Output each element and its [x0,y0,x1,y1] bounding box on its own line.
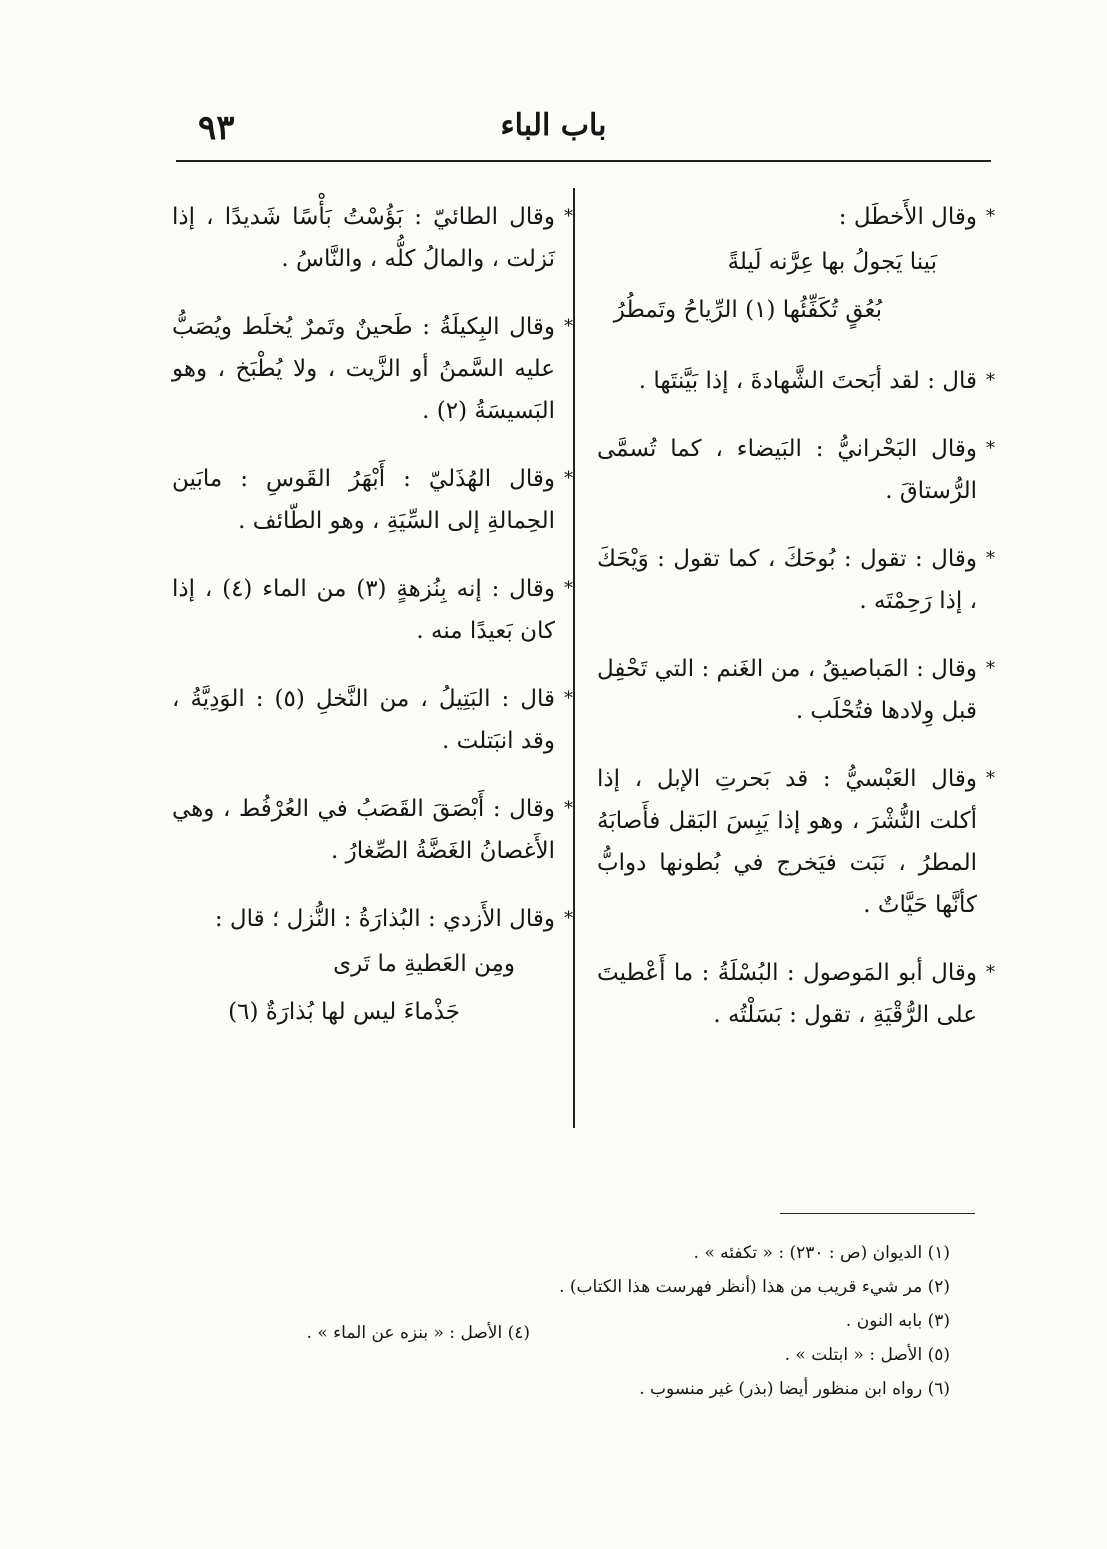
entry [172,788,573,872]
footnote-5: (٥) الأصل : « ابتلت » . [784,1345,950,1365]
entry-marker: * [564,468,573,489]
entry [172,196,573,280]
verse-hemistich-1: ومِن العَطيةِ ما تَرى [333,951,515,977]
entry-azdi [172,898,573,1036]
entry [597,428,995,512]
entry-marker: * [986,768,995,789]
entry-marker: * [564,798,573,819]
entry-text: وقال البِكيلَةُ : طَحينٌ وتَمرٌ يُخلَط ويُصَبُّ عليه السَّمنُ أو الزَّيت ، ولا يُطْبَخ ، وهو البَسيسَةُ (٢) . [172,314,555,424]
footnote-6: (٦) رواه ابن منظور أيضا (بذر) غير منسوب . [639,1379,950,1399]
entry [172,458,573,542]
entry-marker: * [564,908,573,929]
footnote-1: (١) الديوان (ص : ٢٣٠) : « تكفئه » . [693,1243,950,1263]
left-column [172,196,573,1062]
entry-marker: * [564,206,573,227]
entry [172,568,573,652]
entry-marker: * [986,438,995,459]
entry-marker: * [986,962,995,983]
entry-intro: وقال الأَزدي : البُذارَةُ : النُّزل ؛ قال : [214,906,555,932]
entry [172,306,573,432]
entry-intro: وقال الأَخطَل : [838,204,977,230]
entry-text: وقال أبو المَوصول : البُسْلَةُ : ما أَعْطيتَ على الرُّقْيَةِ ، تقول : بَسَلْتُه . [597,960,977,1028]
column-divider [573,188,575,1128]
chapter-title: باب الباء [500,108,607,143]
footnote-3: (٣) بابه النون . [845,1311,950,1331]
entry [597,360,995,402]
entry [597,648,995,732]
entry-marker: * [564,578,573,599]
entry-marker: * [986,548,995,569]
entry [597,538,995,622]
entry-text: وقال : المَباصيقُ ، من الغَنم : التي تَحْفِل قبل وِلادها فتُحْلَب . [597,656,977,724]
entry-marker: * [564,688,573,709]
entry-text: قال : البَتِيلُ ، من النَّخلِ (٥) : الوَدِيَّةُ ، وقد انبَتلت . [172,686,555,754]
header-rule [176,160,991,162]
verse-hemistich-2: جَذْماءَ ليس لها بُذارَةٌ (٦) [228,999,460,1025]
entry-marker: * [986,370,995,391]
footnote-4: (٤) الأصل : « بنزه عن الماء » . [306,1323,530,1343]
entry-text: قال : لقد أبَحتَ الشَّهادةَ ، إذا بَيَّنتَها . [638,368,977,394]
entry-text: وقال : تقول : بُوحَكَ ، كما تقول : وَيْحَكَ ، إذا رَحِمْتَه . [597,546,977,614]
entry-marker: * [986,658,995,679]
verse-hemistich-2: بُعُقٍ تُكَفِّئُها (١) الرِّياحُ وتَمطُرُ [613,297,882,323]
entry-marker: * [986,206,995,227]
footnotes [560,1236,950,1406]
footnote-rule [780,1213,975,1214]
entry-text: وقال الطائيّ : بَؤُسْتُ بَأْسًا شَديدًا ، إذا نَزلت ، والمالُ كلُّه ، والنَّاسُ . [172,204,555,272]
right-column [597,196,995,1062]
verse-hemistich-1: بَينا يَجولُ بها عِرَّنه لَيلةً [727,249,937,275]
entry [172,678,573,762]
entry-akhtal [597,196,995,334]
verse [597,238,977,334]
entry-text: وقال الهُذَليّ : أَبْهَرُ القَوسِ : مابَين الحِمالةِ إلى السِّيَةِ ، وهو الطّائف . [172,466,555,534]
entry-text: وقال البَحْرانيُّ : البَيضاء ، كما تُسمَّى الرُّستاقَ . [597,436,977,504]
entry-marker: * [564,316,573,337]
entry [597,952,995,1036]
entry-text: وقال : إنه بِنُزهةٍ (٣) من الماء (٤) ، إذا كان بَعيدًا منه . [172,576,555,644]
entry-text: وقال : أَبْصَقَ القَصَبُ في العُرْفُط ، وهي الأَغصانُ الغَضَّةُ الصِّغارُ . [172,796,555,864]
entry-text: وقال العَبْسيُّ : قد بَحرتِ الإبل ، إذا أكلت النُّشْرَ ، وهو إذا يَبِسَ البَقل فأَصابَهُ المطرُ ، نَبَت فيَخرج في بُطونها دوابُّ كأنَّها حَيَّاتٌ . [597,766,977,918]
entry [597,758,995,926]
footnote-2: (٢) مر شيء قريب من هذا (أنظر فهرست هذا الكتاب) . [559,1277,950,1297]
verse [172,940,555,1036]
page-number: ٩٣ [198,108,235,148]
